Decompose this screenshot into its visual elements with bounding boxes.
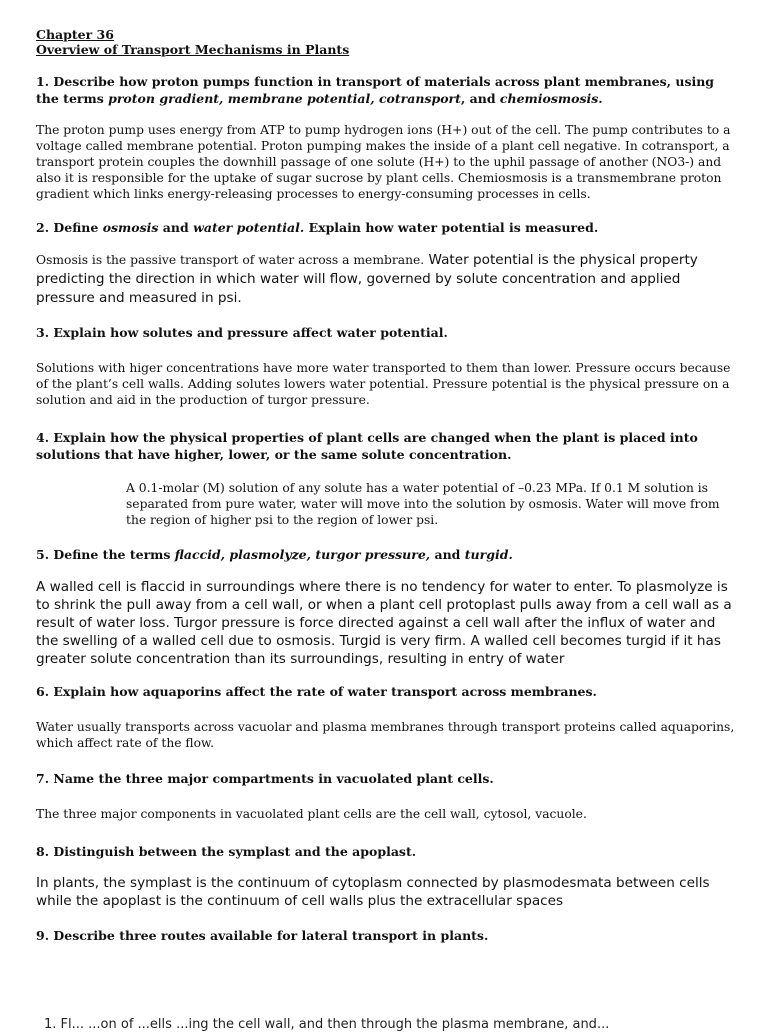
answer-6: Water usually transports across vacuolar and plasma membranes through transport proteins called aquaporins, which affect rate of the flow. (36, 720, 735, 750)
chapter-title: Overview of Transport Mechanisms in Plants (36, 42, 350, 57)
question-1: 1. Describe how proton pumps function in transport of materials across plant membranes, using the terms proton gradient, membrane potential, cotransport, and chemiosmosis. (36, 74, 715, 106)
question-8: 8. Distinguish between the symplast and the apoplast. (36, 844, 417, 859)
answer-4: A 0.1-molar (M) solution of any solute has a water potential of –0.23 MPa. If 0.1 M solution is separated from pure water, water will move into the solution by osmosis. Water will move from the region of higher psi to the region of lower psi. (126, 481, 720, 527)
answer-7: The three major components in vacuolated plant cells are the cell wall, cytosol, vacuole. (36, 807, 587, 821)
question-2: 2. Define osmosis and water potential. Explain how water potential is measured. (36, 220, 599, 235)
question-3: 3. Explain how solutes and pressure affect water potential. (36, 325, 448, 340)
chapter-number: Chapter 36 (36, 27, 114, 42)
answer-5: A walled cell is flaccid in surroundings where there is no tendency for water to enter. To plasmolyze is to shrink the pull away from a cell wall, or when a plant cell protoplast pulls away from a cell wall as a result of water loss. Turgor pressure is force directed against a cell wall after the influx of water and the swelling of a walled cell due to osmosis. Turgid is very firm. A walled cell becomes turgid if it has greater solute concentration than its surroundings, resulting in entry of water (36, 579, 732, 667)
question-5: 5. Define the terms flaccid, plasmolyze, turgor pressure, and turgid. (36, 547, 513, 562)
answer-8: In plants, the symplast is the continuum of cytoplasm connected by plasmodesmata between cells while the apoplast is the continuum of cell walls plus the extracellular spaces (36, 875, 710, 909)
answer-2: Osmosis is the passive transport of water across a membrane. Water potential is the physical property predicting the direction in which water will flow, governed by solute concentration and applied pressure and measured in psi. (36, 252, 698, 306)
question-6: 6. Explain how aquaporins affect the rate of water transport across membranes. (36, 684, 597, 699)
question-9: 9. Describe three routes available for lateral transport in plants. (36, 928, 489, 943)
chapter-header (36, 27, 736, 57)
question-7: 7. Name the three major compartments in vacuolated plant cells. (36, 771, 494, 786)
question-4: 4. Explain how the physical properties of plant cells are changed when the plant is placed into solutions that have higher, lower, or the same solute concentration. (36, 430, 698, 462)
answer-3: Solutions with higer concentrations have more water transported to them than lower. Pressure occurs because of the plant’s cell walls. Adding solutes lowers water potential. Pressure potential is the physical pressure on a solution and aid in the production of turgor pressure. (36, 361, 731, 407)
cutoff-text-line: 1. Fl... ...on of ...ells ...ing the cell wall, and then through the plasma membrane, and... (44, 1017, 610, 1032)
answer-1: The proton pump uses energy from ATP to pump hydrogen ions (H+) out of the cell. The pump contributes to a voltage called membrane potential. Proton pumping makes the inside of a plant cell negative. In cotransport, a transport protein couples the downhill passage of one solute (H+) to the uphil passage of another (NO3-) and also it is responsible for the uptake of sugar sucrose by plant cells. Chemiosmosis is a transmembrane proton gradient which links energy-releasing processes to energy-consuming processes in cells. (36, 123, 731, 201)
